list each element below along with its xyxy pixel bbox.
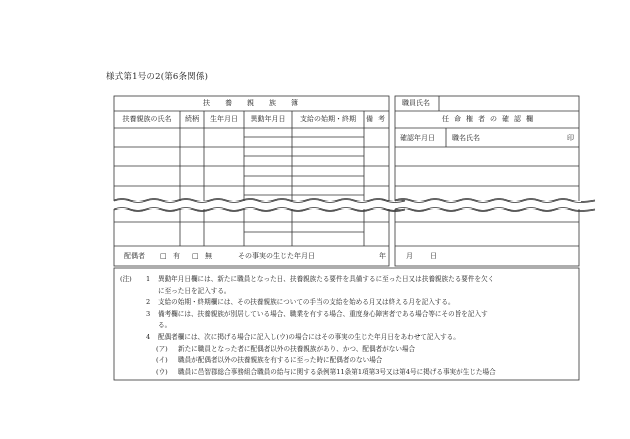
job-name-label: 職名氏名 (452, 134, 480, 142)
spouse-no-label: 無 (205, 252, 212, 260)
subnote-text: 職員に邑智郡総合事務組合職員の給与に関する条例第11条第1項第3号又は第4号に掲げる事実が生じた場合 (178, 367, 496, 376)
spouse-yes-label: 有 (173, 252, 180, 260)
note-2 (120, 297, 576, 309)
seal-mark: 印 (567, 134, 574, 142)
subnote-number: (ア) (156, 344, 168, 353)
note-3-continued (120, 320, 576, 332)
form-label: 様式第1号の2(第6条関係) (106, 72, 209, 82)
note-number: 3 (146, 309, 151, 318)
note-4-sub-c (120, 367, 576, 379)
column-header-remarks: 備考 (366, 115, 390, 123)
event-date-day: 日 (430, 252, 437, 260)
note-1 (120, 274, 576, 286)
note-text: 備考欄には、扶養親族が別居している場合、職業を有する場合、重度身心障害者である場合等にその旨を記入す (158, 309, 488, 318)
approver-header: 任命権者の確認欄 (442, 115, 538, 123)
notes-section (120, 274, 576, 378)
note-4 (120, 332, 576, 344)
column-header-change-date: 異動年月日 (250, 115, 286, 123)
spouse-no-checkbox[interactable]: □ (192, 252, 199, 260)
spouse-label: 配偶者 (124, 252, 145, 260)
subnote-number: (ウ) (156, 367, 168, 376)
event-date-month: 月 (406, 252, 413, 260)
column-header-name: 扶養親族の氏名 (122, 115, 172, 123)
event-date-year: 年 (379, 252, 386, 260)
note-text: 配偶者欄には、次に掲げる場合に記入し(ウ)の場合にはその事実の生じた年月日をあわせて記入する。 (158, 332, 460, 341)
note-1-continued (120, 286, 576, 298)
column-header-payment-period: 支給の始期・終期 (300, 115, 356, 123)
subnote-number: (イ) (156, 356, 168, 365)
note-number: 2 (146, 298, 151, 307)
event-date-label: その事実の生じた年月日 (238, 252, 315, 260)
register-title: 扶養親族簿 (203, 99, 313, 107)
subnote-text: 職員が配偶者以外の扶養親族を有するに至った時に配偶者のない場合 (178, 356, 383, 365)
notes-prefix: (注) (120, 275, 132, 283)
note-number: 4 (146, 332, 151, 341)
spouse-yes-checkbox[interactable]: □ (160, 252, 167, 260)
note-4-sub-a (120, 344, 576, 356)
subnote-text: 新たに職員となった者に配偶者以外の扶養親族があり、かつ、配偶者がない場合 (178, 344, 416, 353)
confirm-date-label: 確認年月日 (400, 134, 435, 142)
note-text: に至った日を記入する。 (158, 286, 231, 295)
note-4-sub-b (120, 355, 576, 367)
note-text: 支給の始期・終期欄には、その扶養親族についての手当の支給を始める月又は終える月を記入する。 (158, 298, 455, 307)
note-3 (120, 309, 576, 321)
note-number: 1 (146, 275, 151, 283)
employee-name-label: 職員氏名 (402, 99, 430, 107)
note-text: 異動年月日欄には、新たに職員となった日、扶養親族たる要件を具備するに至った日又は扶養親族たる要件を欠く (158, 275, 495, 283)
note-text: る。 (158, 321, 172, 330)
column-header-relationship: 続柄 (185, 115, 199, 123)
column-header-birthdate: 生年月日 (210, 115, 238, 123)
